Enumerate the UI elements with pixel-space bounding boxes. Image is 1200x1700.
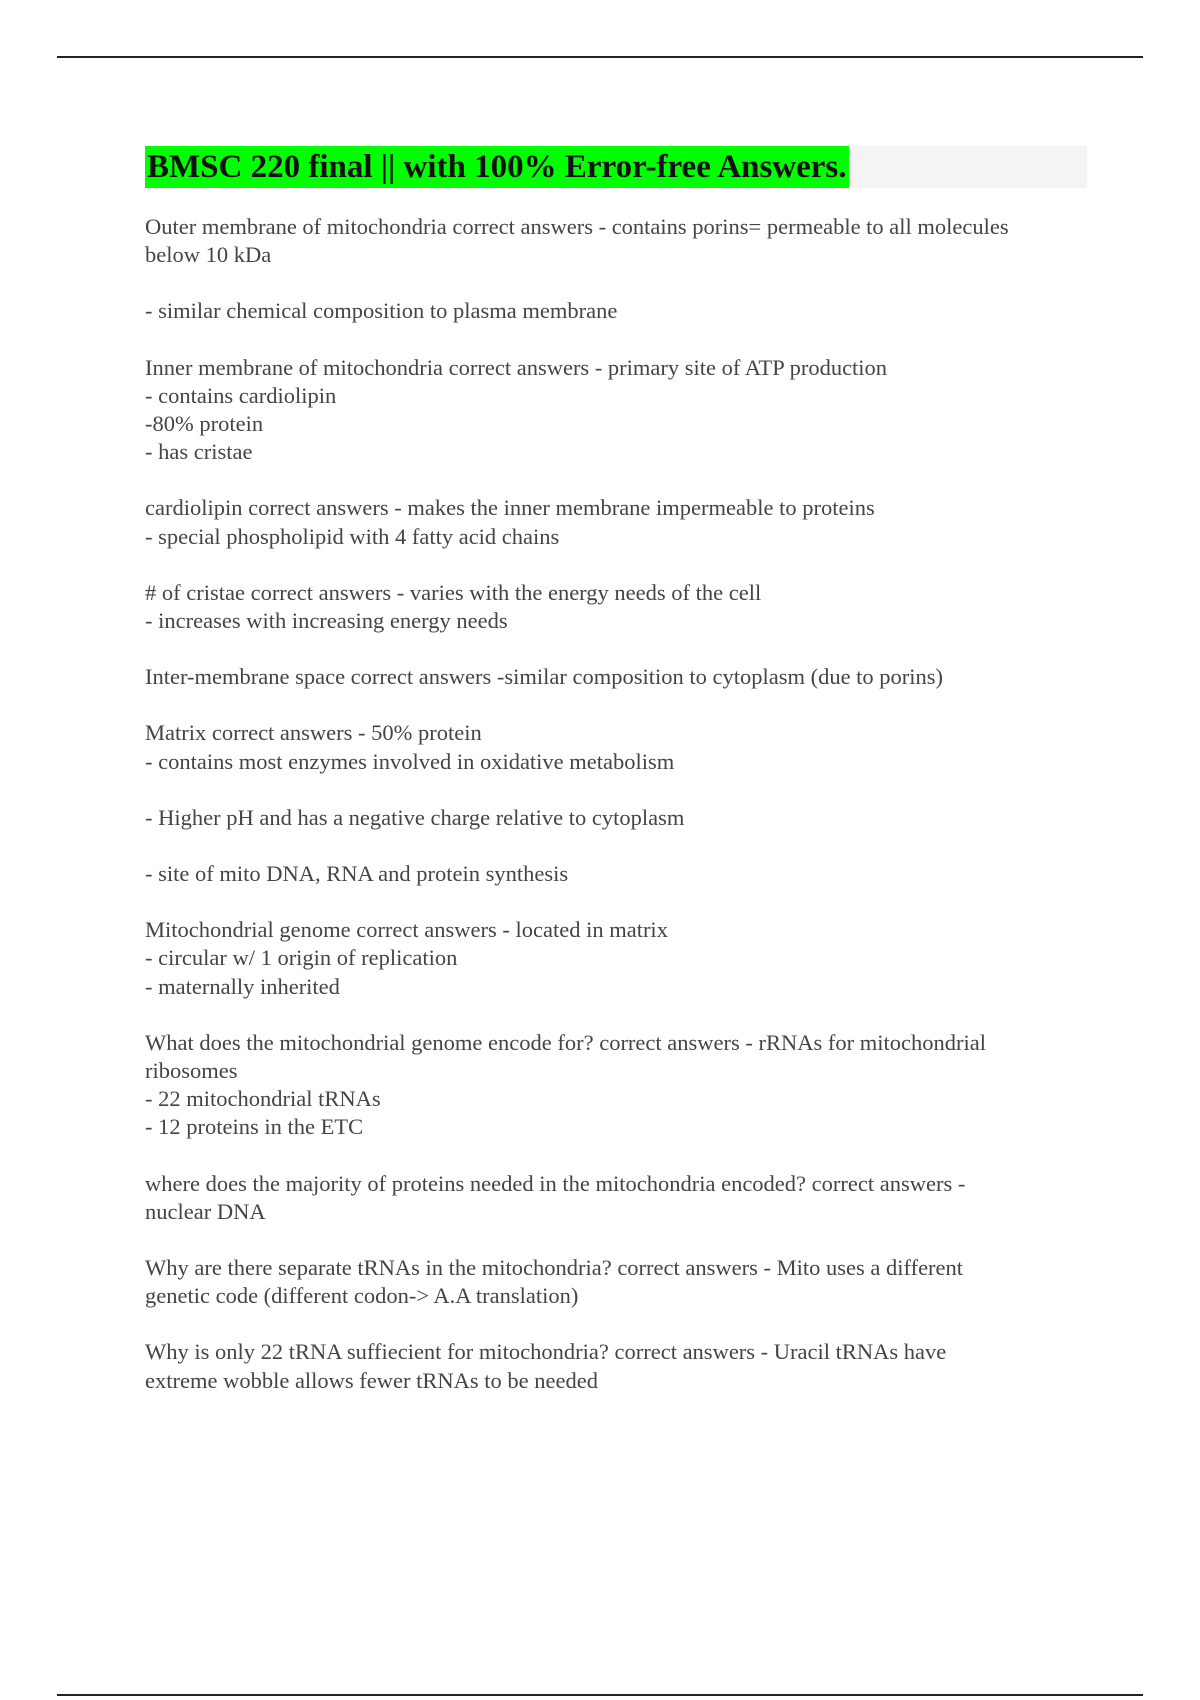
- text-line: Outer membrane of mitochondria correct answers - contains porins= permeable to all molecules: [145, 214, 1009, 239]
- text-line: - contains cardiolipin: [145, 382, 337, 408]
- text-line: - Higher pH and has a negative charge relative to cytoplasm: [145, 804, 685, 830]
- paragraph-gap: [145, 635, 1085, 663]
- text-line: Inner membrane of mitochondria correct answers - primary site of ATP production: [145, 354, 888, 380]
- paragraph-gap: [145, 832, 1085, 860]
- text-line: Mitochondrial genome correct answers - located in matrix: [145, 917, 668, 943]
- paragraph-gap: [145, 551, 1085, 579]
- text-line: below 10 kDa: [145, 242, 272, 268]
- text-line: where does the majority of proteins needed in the mitochondria encoded? correct answers -: [145, 1170, 966, 1196]
- paragraph-gap: [145, 888, 1085, 916]
- paragraph-gap: [145, 1001, 1085, 1029]
- text-line: extreme wobble allows fewer tRNAs to be needed: [145, 1367, 598, 1393]
- text-line: - special phospholipid with 4 fatty acid chains: [145, 523, 560, 549]
- paragraph-gap: [145, 1310, 1085, 1338]
- paragraph-gap: [145, 691, 1085, 719]
- page-title: BMSC 220 final || with 100% Error-free Answers.: [145, 146, 849, 188]
- top-divider: [57, 56, 1143, 58]
- text-line: genetic code (different codon-> A.A translation): [145, 1283, 579, 1309]
- text-line: Why are there separate tRNAs in the mitochondria? correct answers - Mito uses a different: [145, 1255, 964, 1281]
- text-line: cardiolipin correct answers - makes the inner membrane impermeable to proteins: [145, 495, 875, 521]
- text-line: -80% protein: [145, 411, 264, 437]
- text-line: - 12 proteins in the ETC: [145, 1114, 364, 1140]
- paragraph-gap: [145, 776, 1085, 804]
- paragraph-gap: [145, 269, 1085, 297]
- text-line: - 22 mitochondrial tRNAs: [145, 1086, 381, 1112]
- text-line: - contains most enzymes involved in oxidative metabolism: [145, 748, 675, 774]
- text-line: Inter-membrane space correct answers -similar composition to cytoplasm (due to porins): [145, 664, 944, 690]
- text-line: # of cristae correct answers - varies with the energy needs of the cell: [145, 579, 762, 605]
- text-line: Matrix correct answers - 50% protein: [145, 720, 482, 746]
- text-line: - maternally inherited: [145, 973, 340, 999]
- text-line: - has cristae: [145, 439, 253, 465]
- text-line: - similar chemical composition to plasma membrane: [145, 298, 618, 324]
- text-line: Why is only 22 tRNA suffiecient for mitochondria? correct answers - Uracil tRNAs have: [145, 1339, 947, 1365]
- paragraph-gap: [145, 326, 1085, 354]
- text-line: nuclear DNA: [145, 1198, 266, 1224]
- text-line: - increases with increasing energy needs: [145, 608, 508, 634]
- bottom-divider: [57, 1694, 1143, 1696]
- paragraph-gap: [145, 1142, 1085, 1170]
- paragraph-gap: [145, 1226, 1085, 1254]
- document-body: [145, 213, 1085, 1395]
- text-line: - site of mito DNA, RNA and protein synthesis: [145, 861, 569, 887]
- text-line: - circular w/ 1 origin of replication: [145, 945, 458, 971]
- text-line: ribosomes: [145, 1058, 238, 1084]
- paragraph-gap: [145, 466, 1085, 494]
- text-line: What does the mitochondrial genome encode for? correct answers - rRNAs for mitochondrial: [145, 1029, 986, 1055]
